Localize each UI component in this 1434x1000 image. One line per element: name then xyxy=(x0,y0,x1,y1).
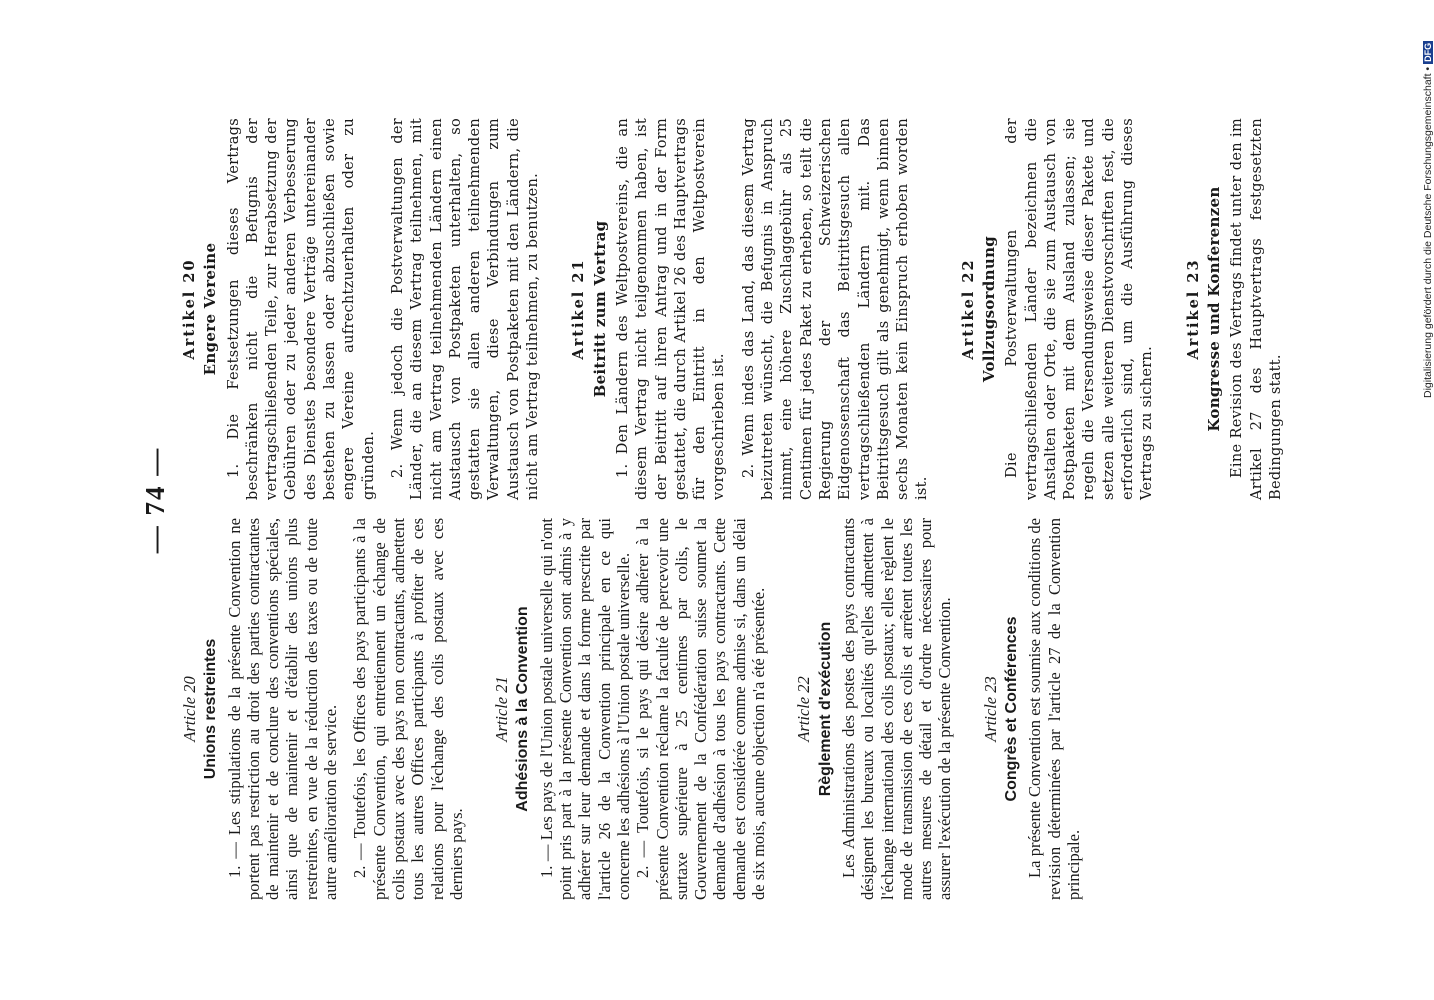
digitization-credit xyxy=(1422,8,1434,398)
de-artikel-20 xyxy=(180,118,543,500)
de-paragraph: Eine Revision des Vertrags findet unter den im Artikel 27 des Hauptvertrags festgesetzten Bedingungen statt. xyxy=(1229,118,1284,500)
fr-article-21 xyxy=(492,518,768,900)
fr-paragraph: 2. — Toutefois, les Offices des pays participants à la présente Convention, qui entretiennent un échange de colis postaux avec des pays non contractants, admettent tous les autres Offices participants à profiter de ces relations pour l'échange des colis postaux avec ces derniers pays. xyxy=(350,518,466,900)
de-article-title: Vollzugsordnung xyxy=(979,235,998,383)
fr-article-heading: Article 20 xyxy=(180,676,199,742)
de-paragraph: Die Postverwaltungen der vertragschließenden Länder bezeichnen die Anstalten oder Orte, die sie zum Austausch von Postpaketen mit dem Ausland zulassen; sie regeln die Versendungsweise dieser Pakete und setzen alle weiteren Dienstvorschriften fest, die erforderlich sind, um die Ausführung dieses Vertrags zu sichern. xyxy=(1004,118,1156,500)
fr-paragraph: La présente Convention est soumise aux conditions de revision déterminées par l'article 27 de la Convention principale. xyxy=(1025,518,1083,900)
de-article-heading: Artikel 20 xyxy=(181,258,198,360)
fr-article-title: Règlement d'exécution xyxy=(816,621,834,797)
de-article-heading: Artikel 22 xyxy=(959,258,977,360)
fr-article-23 xyxy=(981,518,1083,900)
fr-article-title: Adhésions à la Convention xyxy=(514,606,532,812)
de-article-title: Kongresse und Konferenzen xyxy=(1204,186,1223,432)
de-article-heading: Artikel 23 xyxy=(1184,258,1202,360)
de-artikel-21 xyxy=(569,118,932,500)
fr-article-heading: Article 21 xyxy=(492,676,512,742)
french-column xyxy=(180,518,1109,900)
fr-paragraph: Les Administrations des postes des pays contractants désignent les bureaux ou localités qu'elles admettent à l'échange international des colis postaux; elles règlent le mode de transmission de ces colis et arrêtent toutes les autres mesures de détail et d'ordre nécessaires pour assurer l'exécution de la présente Convention. xyxy=(838,518,955,900)
de-article-title: Beitritt zum Vertrag xyxy=(590,220,609,398)
fr-paragraph: 1. — Les stipulations de la présente Convention ne portent pas restriction au droit des parties contractantes de maintenir et de conclure des conventions spéciales, ainsi que de maintenir et d'établir des unions plus restreintes, en vue de la réduction des taxes ou de toute autre amélioration de service. xyxy=(224,518,341,900)
fr-article-title: Unions restreintes xyxy=(202,638,220,780)
de-paragraph: 2. Wenn indes das Land, das diesem Vertrag beizutreten wünscht, die Befugnis in Anspruch nimmt, eine höhere Zuschlaggebühr als 25 Centimen für jedes Paket zu erheben, so teilt die Regierung der Schweizerischen Eidgenossenschaft das Beitrittsgesuch allen vertragschließenden Ländern mit. Das Beitrittsgesuch gilt als genehmigt, wenn binnen sechs Monaten kein Einspruch erhoben worden ist. xyxy=(740,118,931,500)
de-paragraph: 1. Die Festsetzungen dieses Vertrags beschränken nicht die Befugnis der vertragschließenden Teile, zur Herabsetzung der Gebühren oder zu jeder anderen Verbesserung des Dienstes besondere Verträge untereinander bestehen zu lassen oder abzuschließen sowie engere Vereine aufrechtzuerhalten oder zu gründen. xyxy=(225,118,377,500)
fr-paragraph: 2. — Toutefois, si le pays qui désire adhérer à la présente Convention réclame la faculté de percevoir une surtaxe supérieure à 25 centimes par colis, le Gouvernement de la Confédération suisse soumet la demande d'adhésion à tous les pays contractants. Cette demande est considérée comme admise si, dans un délai de six mois, aucune objection n'a été présentée. xyxy=(633,518,769,900)
fr-article-heading: Article 23 xyxy=(980,676,1000,742)
fr-article-20 xyxy=(180,518,466,900)
fr-article-title: Congrès et Conférences xyxy=(1002,616,1020,802)
de-article-title: Engere Vereine xyxy=(201,242,220,376)
de-artikel-22 xyxy=(959,118,1158,500)
de-article-heading: Artikel 21 xyxy=(570,258,588,360)
page-number: — 74 — xyxy=(140,446,170,554)
de-paragraph: 2. Wenn jedoch die Postverwaltungen der Länder, die an diesem Vertrag teilnehmen, mit nicht am Vertrag teilnehmenden Ländern einen Austausch von Postpaketen unterhalten, so gestatten sie allen anderen teilnehmenden Verwaltungen, diese Verbindungen zum Austausch von Postpaketen mit den Ländern, die nicht am Vertrag teilnehmen, zu benutzen. xyxy=(389,118,542,500)
fr-article-heading: Article 22 xyxy=(794,676,814,742)
german-column xyxy=(180,118,1312,500)
digitization-note: Digitalisierung gefördert durch die Deutsche Forschungsgemeinschaft • xyxy=(1422,66,1434,398)
de-paragraph: 1. Den Ländern des Weltpostvereins, die an diesem Vertrag nicht teilgenommen haben, ist der Beitritt auf ihren Antrag und in der Form gestattet, die durch Artikel 26 des Hauptvertrags für den Eintritt in den Weltpostverein vorgeschrieben ist. xyxy=(614,118,728,500)
dfg-logo: DFG xyxy=(1423,42,1433,62)
de-artikel-23 xyxy=(1184,118,1286,500)
fr-paragraph: 1. — Les pays de l'Union postale universelle qui n'ont point pris part à la présente Convention sont admis à y adhérer sur leur demande et dans la forme prescrite par l'article 26 de la Convention principale en ce qui concerne les adhésions à l'Union postale universelle. xyxy=(536,518,633,900)
fr-article-22 xyxy=(794,518,954,900)
